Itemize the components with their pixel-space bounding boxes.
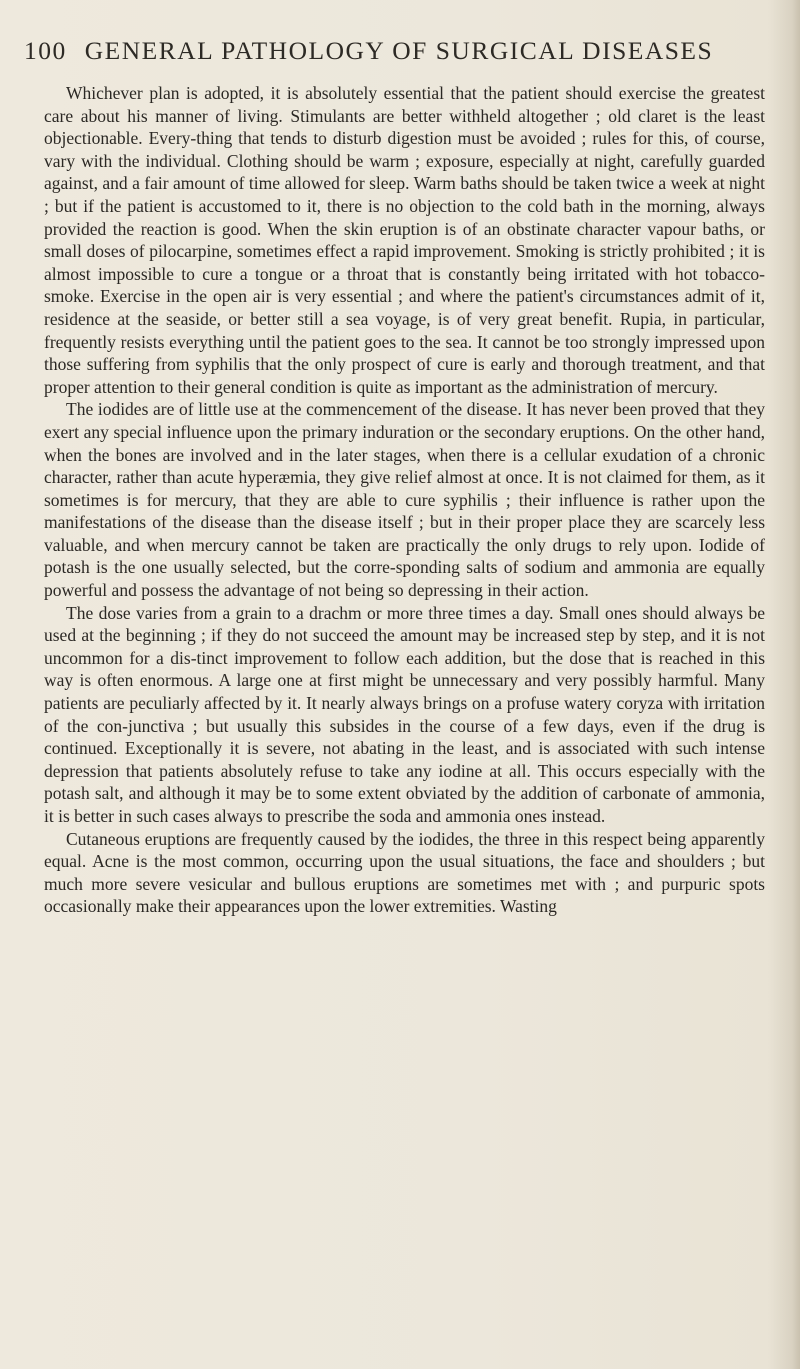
- running-head: [24, 36, 764, 72]
- page-number: 100: [24, 36, 67, 65]
- paragraph-lifestyle: Whichever plan is adopted, it is absolutely essential that the patient should exercise the greatest care about his manner of living. Stimulants are better withheld altogether ; old claret is the least objectionable. Every-thing that tends to disturb digestion must be avoided ; rules for this, of course, vary with the individual. Clothing should be warm ; exposure, especially at night, carefully guarded against, and a fair amount of time allowed for sleep. Warm baths should be taken twice a week at night ; but if the patient is accustomed to it, there is no objection to the cold bath in the morning, always provided the reaction is good. When the skin eruption is of an obstinate character vapour baths, or small doses of pilocarpine, sometimes effect a rapid improvement. Smoking is strictly prohibited ; it is almost impossible to cure a tongue or a throat that is constantly being irritated with hot tobacco-smoke. Exercise in the open air is very essential ; and where the patient's circumstances admit of it, residence at the seaside, or better still a sea voyage, is of very great benefit. Rupia, in particular, frequently resists everything until the patient goes to the sea. It cannot be too strongly impressed upon those suffering from syphilis that the only prospect of cure is early and thorough treatment, and that proper attention to their general condition is quite as important as the administration of mercury.: [44, 83, 765, 397]
- paragraph-dose: The dose varies from a grain to a drachm or more three times a day. Small ones should always be used at the beginning ; if they do not succeed the amount may be increased step by step, and it is not uncommon for a dis-tinct improvement to follow each addition, but the dose that is reached in this way is often enormous. A large one at first might be unnecessary and very possibly harmful. Many patients are peculiarly affected by it. It nearly always brings on a profuse watery coryza with irritation of the con-junctiva ; but usually this subsides in the course of a few days, even if the drug is continued. Exceptionally it is severe, not abating in the least, and is associated with such intense depression that patients absolutely refuse to take any iodine at all. This occurs especially with the potash salt, and although it may be to some extent obviated by the addition of carbonate of ammonia, it is better in such cases always to prescribe the soda and ammonia ones instead.: [44, 602, 765, 826]
- paragraph-eruptions: Cutaneous eruptions are frequently caused by the iodides, the three in this respect being apparently equal. Acne is the most common, occurring upon the usual situations, the face and shoulders ; but much more severe vesicular and bullous eruptions are sometimes met with ; and purpuric spots occasionally make their appearances upon the lower extremities. Wasting: [44, 828, 765, 917]
- paragraph-iodides: The iodides are of little use at the commencement of the disease. It has never been proved that they exert any special influence upon the primary induration or the secondary eruptions. On the other hand, when the bones are involved and in the later stages, when there is a cellular exudation of a chronic character, rather than acute hyperæmia, they give relief almost at once. It is not claimed for them, as it sometimes is for mercury, that they are able to cure syphilis ; their influence is rather upon the manifestations of the disease than the disease itself ; but in their proper place they are scarcely less valuable, and when mercury cannot be taken are practically the only drugs to rely upon. Iodide of potash is the one usually selected, but the corre-sponding salts of sodium and ammonia are equally powerful and possess the advantage of not being so depressing in their action.: [44, 399, 765, 601]
- body-text: [44, 82, 765, 918]
- running-title: GENERAL PATHOLOGY OF SURGICAL DISEASES: [84, 36, 714, 65]
